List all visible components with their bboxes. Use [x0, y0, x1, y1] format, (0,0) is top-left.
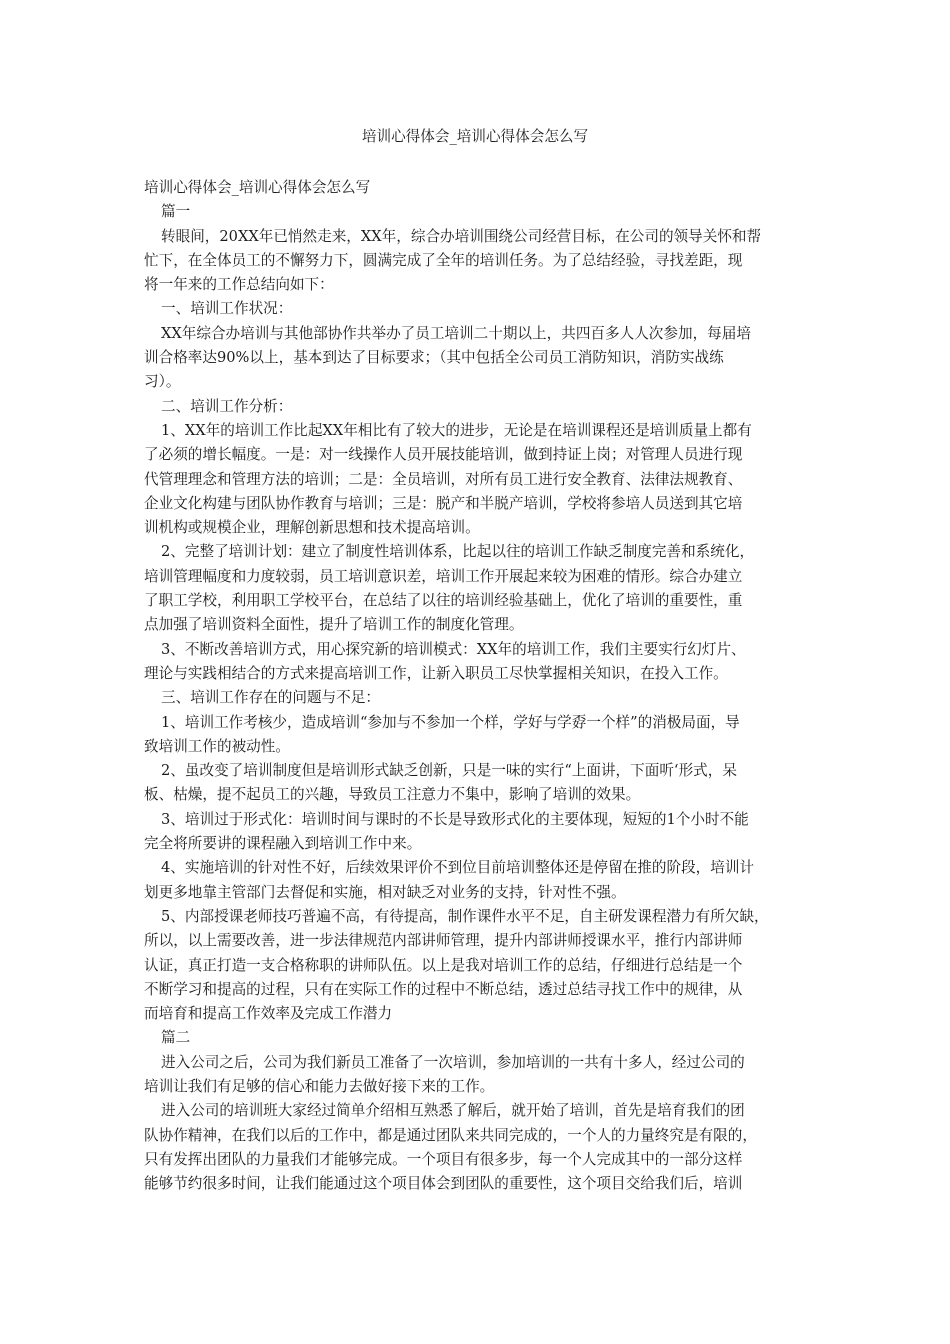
- paragraph-line: 培训管理幅度和力度较弱，员工培训意识差，培训工作开展起来较为困难的情形。综合办建立: [144, 567, 743, 585]
- paragraph-line: 完全将所要讲的课程融入到培训工作中来。: [144, 835, 422, 853]
- paragraph-line: 培训让我们有足够的信心和能力去做好接下来的工作。: [144, 1077, 495, 1095]
- paragraph: [144, 419, 824, 540]
- paragraph-line: 不断学习和提高的过程，只有在实际工作的过程中不断总结，透过总结寻找工作中的规律，从: [144, 980, 743, 998]
- paragraph-line: 了职工学校，利用职工学校平台，在总结了以往的培训经验基础上，优化了培训的重要性，重: [144, 592, 743, 610]
- paragraph-line: 了必须的增长幅度。一是：对一线操作人员开展技能培训，做到持证上岗；对管理人员进行现: [144, 446, 743, 464]
- paragraph-line: 划更多地靠主管部门去督促和实施，相对缺乏对业务的支持，针对性不强。: [144, 883, 626, 901]
- paragraph-line: 忙下，在全体员工的不懈努力下，圆满完成了全年的培训任务。为了总结经验，寻找差距，现: [144, 251, 743, 269]
- paragraph-line: 篇二: [161, 1029, 191, 1047]
- paragraph-line: 篇一: [161, 203, 191, 221]
- paragraph: [144, 395, 824, 419]
- paragraph: [144, 1051, 824, 1100]
- paragraph-line: 1、XX年的培训工作比起XX年相比有了较大的进步，无论是在培训课程还是培训质量上都有: [161, 421, 752, 439]
- paragraph: [144, 905, 824, 1026]
- paragraph-line: 5、内部授课老师技巧普遍不高，有待提高，制作课件水平不足，自主研发课程潜力有所欠缺，: [161, 907, 769, 925]
- paragraph: [144, 808, 824, 857]
- paragraph-line: 认证，真正打造一支合格称职的讲师队伍。以上是我对培训工作的总结，仔细进行总结是一个: [144, 956, 743, 974]
- paragraph: [144, 1026, 824, 1050]
- paragraph: [144, 711, 824, 760]
- paragraph-line: 进入公司的培训班大家经过简单介绍相互熟悉了解后，就开始了培训，首先是培育我们的团: [161, 1102, 745, 1120]
- paragraph: [144, 540, 824, 637]
- paragraph-line: 4、实施培训的针对性不好，后续效果评价不到位目前培训整体还是停留在推的阶段，培训计: [161, 859, 755, 877]
- paragraph-line: 进入公司之后，公司为我们新员工准备了一次培训，参加培训的一共有十多人，经过公司的: [161, 1053, 745, 1071]
- document-title: 培训心得体会_培训心得体会怎么写: [361, 128, 589, 145]
- document-body: [144, 176, 824, 1196]
- paragraph-line: 板、枯燥，提不起员工的兴趣，导致员工注意力不集中，影响了培训的效果。: [144, 786, 641, 804]
- paragraph-line: 习）。: [144, 373, 181, 391]
- paragraph-line: 企业文化构建与团队协作教育与培训；三是：脱产和半脱产培训，学校将参培人员送到其它培: [144, 494, 743, 512]
- paragraph-line: XX年综合办培训与其他部协作共举办了员工培训二十期以上，共四百多人人次参加，每届培: [161, 324, 751, 342]
- paragraph-line: 代管理理念和管理方法的培训；二是：全员培训，对所有员工进行安全教育、法律法规教育、: [144, 470, 743, 488]
- paragraph-line: 队协作精神，在我们以后的工作中，都是通过团队来共同完成的，一个人的力量终究是有限的，: [144, 1126, 757, 1144]
- paragraph: [144, 200, 824, 224]
- paragraph-line: 只有发挥出团队的力量我们才能够完成。一个项目有很多步，每一个人完成其中的一部分这样: [144, 1150, 743, 1168]
- paragraph-line: 一、培训工作状况：: [161, 300, 293, 318]
- paragraph: [144, 686, 824, 710]
- paragraph: [144, 322, 824, 395]
- paragraph-line: 将一年来的工作总结向如下：: [144, 276, 334, 294]
- paragraph-line: 1、培训工作考核少，造成培训“参加与不参加一个样，学好与学孬一个样”的消极局面，导: [161, 713, 740, 731]
- paragraph: [144, 297, 824, 321]
- paragraph: [144, 638, 824, 687]
- paragraph-line: 所以，以上需要改善，进一步法律规范内部讲师管理，提升内部讲师授课水平，推行内部讲师: [144, 932, 743, 950]
- paragraph-line: 2、完整了培训计划：建立了制度性培训体系，比起以往的培训工作缺乏制度完善和系统化，: [161, 543, 755, 561]
- paragraph-line: 三、培训工作存在的问题与不足：: [161, 689, 380, 707]
- paragraph-line: 点加强了培训资料全面性，提升了培训工作的制度化管理。: [144, 616, 524, 634]
- paragraph-line: 理论与实践相结合的方式来提高培训工作，让新入职员工尽快掌握相关知识，在投入工作。: [144, 664, 728, 682]
- paragraph-line: 训机构或规模企业，理解创新思想和技术提高培训。: [144, 519, 480, 537]
- paragraph-line: 而培育和提高工作效率及完成工作潜力: [144, 1005, 393, 1023]
- paragraph-line: 二、培训工作分析：: [161, 397, 293, 415]
- paragraph: [144, 225, 824, 298]
- paragraph: [144, 1099, 824, 1196]
- paragraph: [144, 176, 824, 200]
- paragraph-line: 3、培训过于形式化：培训时间与课时的不长是导致形式化的主要体现，短短的1个小时不能: [161, 810, 749, 828]
- paragraph-line: 能够节约很多时间，让我们能通过这个项目体会到团队的重要性，这个项目交给我们后，培训: [144, 1175, 743, 1193]
- paragraph-line: 转眼间，20XX年已悄然走来，XX年，综合办培训围绕公司经营目标，在公司的领导关怀和帮: [161, 227, 762, 245]
- paragraph-line: 训合格率达90%以上，基本到达了目标要求；（其中包括全公司员工消防知识，消防实战练: [144, 349, 724, 367]
- paragraph-line: 3、不断改善培训方式，用心探究新的培训模式：XX年的培训工作，我们主要实行幻灯片、: [161, 640, 746, 658]
- paragraph: [144, 759, 824, 808]
- paragraph-line: 致培训工作的被动性。: [144, 737, 290, 755]
- paragraph-line: 培训心得体会_培训心得体会怎么写: [144, 179, 371, 196]
- paragraph-line: 2、虽改变了培训制度但是培训形式缺乏创新，只是一味的实行“上面讲，下面听‘形式，呆: [161, 762, 737, 780]
- paragraph: [144, 856, 824, 905]
